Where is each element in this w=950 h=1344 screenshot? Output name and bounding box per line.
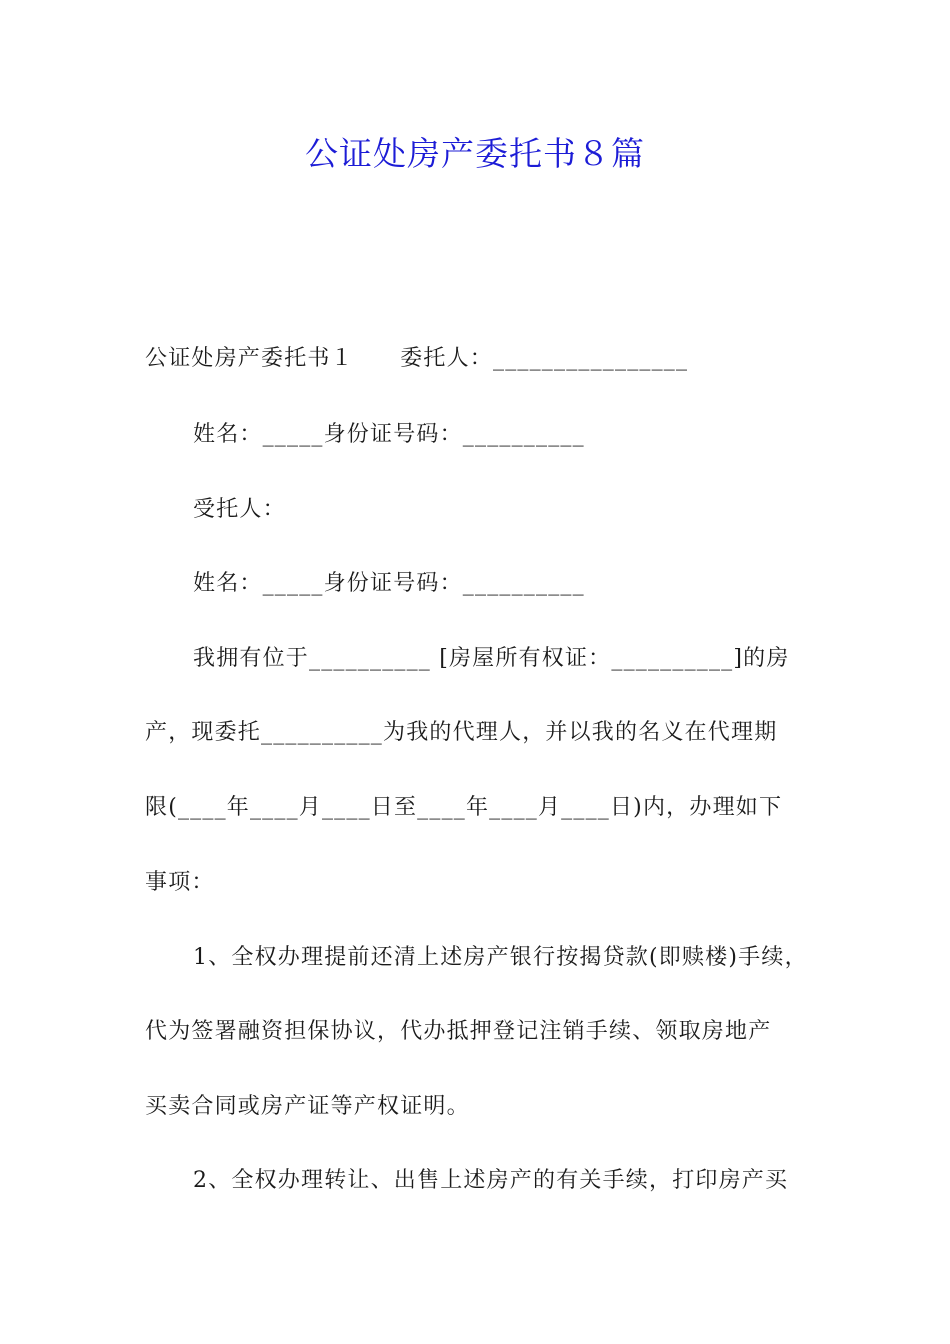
paragraph-line: 我拥有位于__________ [房屋所有权证：__________]的房: [193, 646, 790, 671]
paragraph-line: 产，现委托__________为我的代理人，并以我的名义在代理期: [145, 720, 778, 745]
item-line: 买卖合同或房产证等产权证明。: [145, 1094, 470, 1119]
item-line: 1、全权办理提前还清上述房产银行按揭贷款(即赎楼)手续，: [193, 945, 808, 970]
paragraph-line: 限(____年____月____日至____年____月____日)内，办理如下: [145, 795, 783, 820]
agent-label-line: 受托人：: [193, 497, 286, 522]
item-line: 2、全权办理转让、出售上述房产的有关手续，打印房产买: [193, 1168, 789, 1193]
agent-name-id-line: 姓名：_____身份证号码：__________: [193, 571, 585, 596]
section-heading-line: 公证处房产委托书１ 委托人：________________: [145, 346, 689, 371]
document-title: 公证处房产委托书８篇: [305, 134, 645, 173]
item-line: 代为签署融资担保协议，代办抵押登记注销手续、领取房地产: [145, 1019, 772, 1044]
paragraph-line: 事项：: [145, 870, 215, 895]
principal-name-id-line: 姓名：_____身份证号码：__________: [193, 422, 585, 447]
